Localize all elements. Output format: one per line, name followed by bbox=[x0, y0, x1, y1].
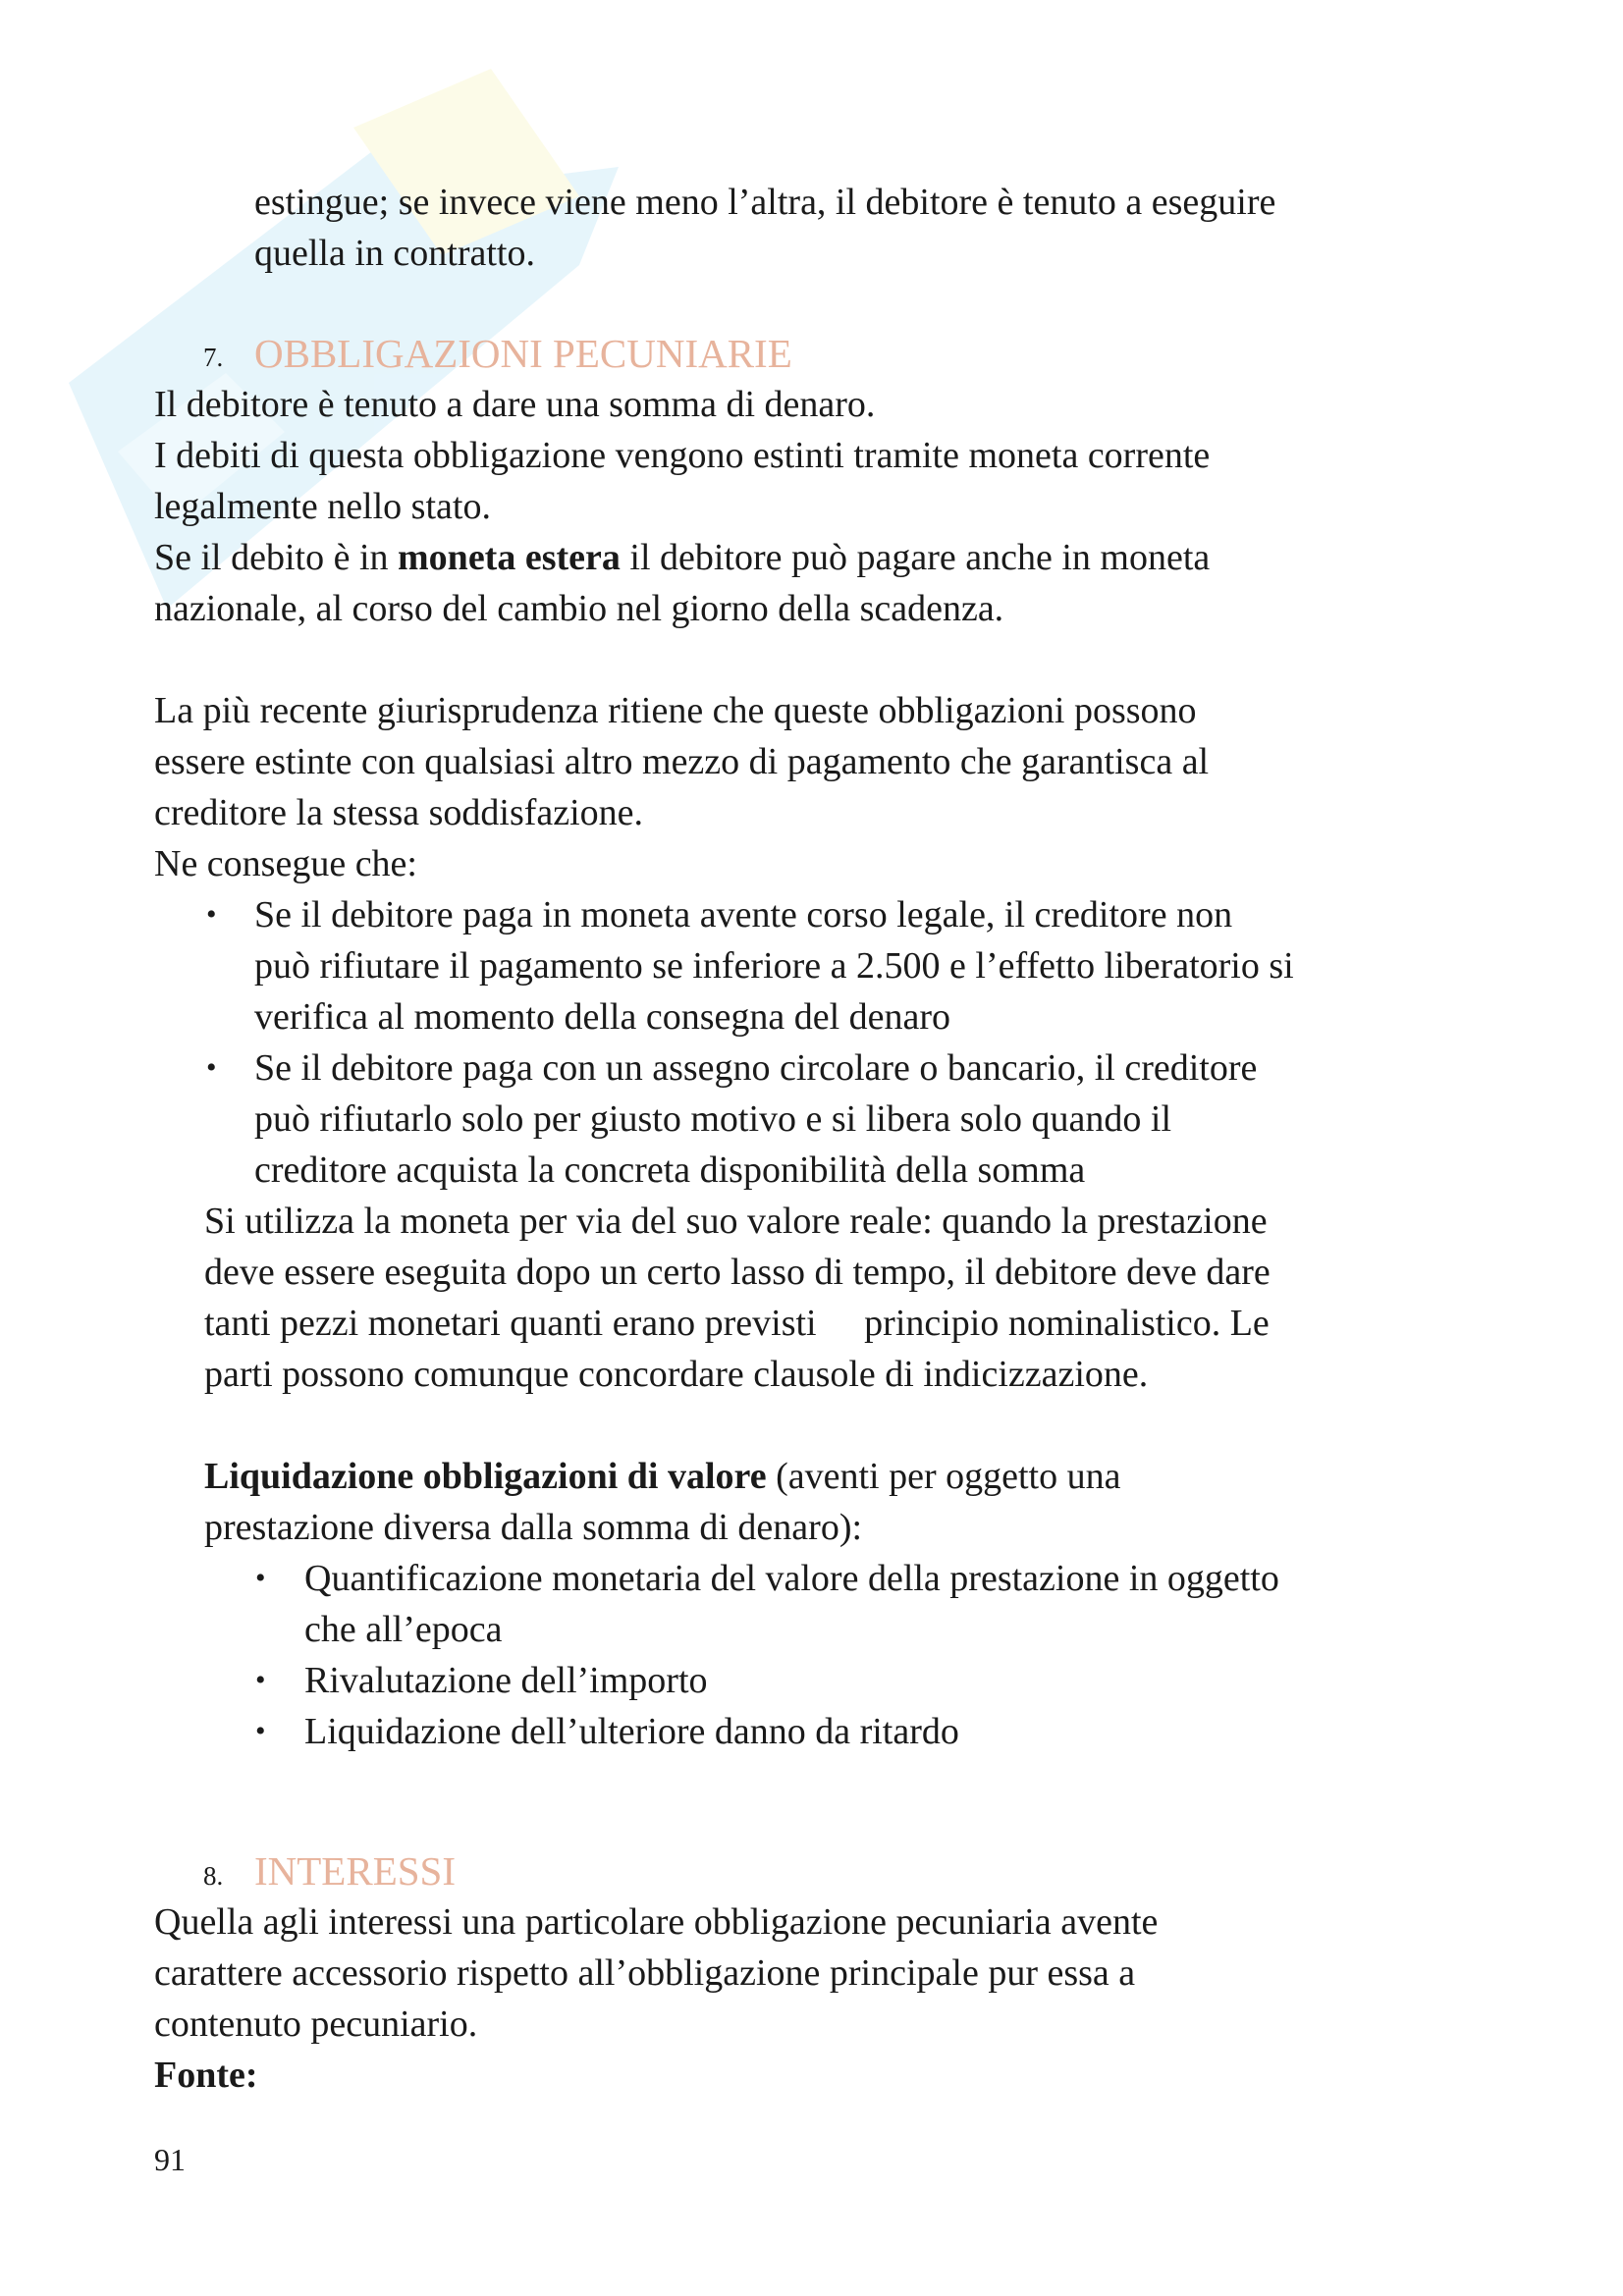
s7-paragraph-4-line-3: creditore la stessa soddisfazione. bbox=[154, 792, 644, 833]
liquidazione-line-2: prestazione diversa dalla somma di denaro): bbox=[204, 1507, 863, 1548]
bullet-2-line-3: creditore acquista la concreta disponibilità della somma bbox=[254, 1149, 1086, 1191]
section-8-heading: INTERESSI bbox=[254, 1848, 456, 1894]
liquidazione-text: (aventi per oggetto una bbox=[766, 1456, 1121, 1497]
liq-bullet-2: Rivalutazione dell’importo bbox=[304, 1660, 708, 1701]
bullet-2-line-2: può rifiutarlo solo per giusto motivo e si libera solo quando il bbox=[254, 1098, 1172, 1140]
s7-paragraph-2-line-2: legalmente nello stato. bbox=[154, 486, 491, 527]
s7-paragraph-3-line-1 bbox=[154, 532, 1210, 583]
section-8-number: 8. bbox=[203, 1861, 224, 1891]
s7-paragraph-1: Il debitore è tenuto a dare una somma di denaro. bbox=[154, 384, 876, 425]
section-7-number: 7. bbox=[203, 343, 224, 372]
fonte-label: Fonte: bbox=[154, 2055, 258, 2096]
s7-paragraph-4-line-1: La più recente giurisprudenza ritiene che queste obbligazioni possono bbox=[154, 690, 1197, 731]
s7-p3-text-b: il debitore può pagare anche in moneta bbox=[620, 537, 1211, 578]
s7-p3-text-a: Se il debito è in bbox=[154, 537, 399, 578]
s8-paragraph-line-3: contenuto pecuniario. bbox=[154, 2003, 478, 2045]
continuation-line-2: quella in contratto. bbox=[254, 233, 535, 274]
liquidazione-bold-title: Liquidazione obbligazioni di valore bbox=[204, 1456, 767, 1497]
bullet-2-line-1: Se il debitore paga con un assegno circolare o bancario, il creditore bbox=[254, 1047, 1258, 1089]
s7-paragraph-6-line-4: parti possono comunque concordare clausole di indicizzazione. bbox=[204, 1354, 1149, 1395]
page-number: 91 bbox=[154, 2142, 186, 2177]
bullet-1-line-1: Se il debitore paga in moneta avente corso legale, il creditore non bbox=[254, 894, 1233, 935]
s7-p3-bold-moneta-estera: moneta estera bbox=[398, 537, 621, 578]
bullet-marker: • bbox=[255, 1715, 266, 1747]
s7-paragraph-5: Ne consegue che: bbox=[154, 843, 417, 884]
s7-paragraph-4-line-2: essere estinte con qualsiasi altro mezzo di pagamento che garantisca al bbox=[154, 741, 1210, 782]
bullet-marker: • bbox=[206, 898, 217, 931]
s8-paragraph-line-2: carattere accessorio rispetto all’obbligazione principale pur essa a bbox=[154, 1952, 1136, 1994]
bullet-marker: • bbox=[206, 1051, 217, 1084]
s7-paragraph-6-line-2: deve essere eseguita dopo un certo lasso di tempo, il debitore deve dare bbox=[204, 1252, 1271, 1293]
s7-paragraph-2-line-1: I debiti di questa obbligazione vengono estinti tramite moneta corrente bbox=[154, 435, 1211, 476]
s7-paragraph-6-line-3: tanti pezzi monetari quanti erano previsti principio nominalistico. Le bbox=[204, 1303, 1231, 1344]
continuation-line-1: estingue; se invece viene meno l’altra, il debitore è tenuto a eseguire bbox=[254, 182, 1276, 223]
s7-paragraph-6-line-1: Si utilizza la moneta per via del suo valore reale: quando la prestazione bbox=[204, 1201, 1268, 1242]
liq-bullet-1-line-1: Quantificazione monetaria del valore della prestazione in oggetto bbox=[304, 1558, 1279, 1599]
bullet-marker: • bbox=[255, 1664, 266, 1696]
liq-bullet-3: Liquidazione dell’ulteriore danno da ritardo bbox=[304, 1711, 959, 1752]
bullet-1-line-3: verifica al momento della consegna del denaro bbox=[254, 996, 951, 1038]
section-7-heading: OBBLIGAZIONI PECUNIARIE bbox=[254, 331, 792, 376]
bullet-marker: • bbox=[255, 1562, 266, 1594]
s8-paragraph-line-1: Quella agli interessi una particolare obbligazione pecuniaria avente bbox=[154, 1901, 1159, 1943]
liquidazione-line-1 bbox=[204, 1451, 1120, 1502]
s7-paragraph-3-line-2: nazionale, al corso del cambio nel giorno della scadenza. bbox=[154, 588, 1004, 629]
liq-bullet-1-line-2: che all’epoca bbox=[304, 1609, 503, 1650]
bullet-1-line-2: può rifiutare il pagamento se inferiore a 2.500 e l’effetto liberatorio si bbox=[254, 945, 1294, 987]
